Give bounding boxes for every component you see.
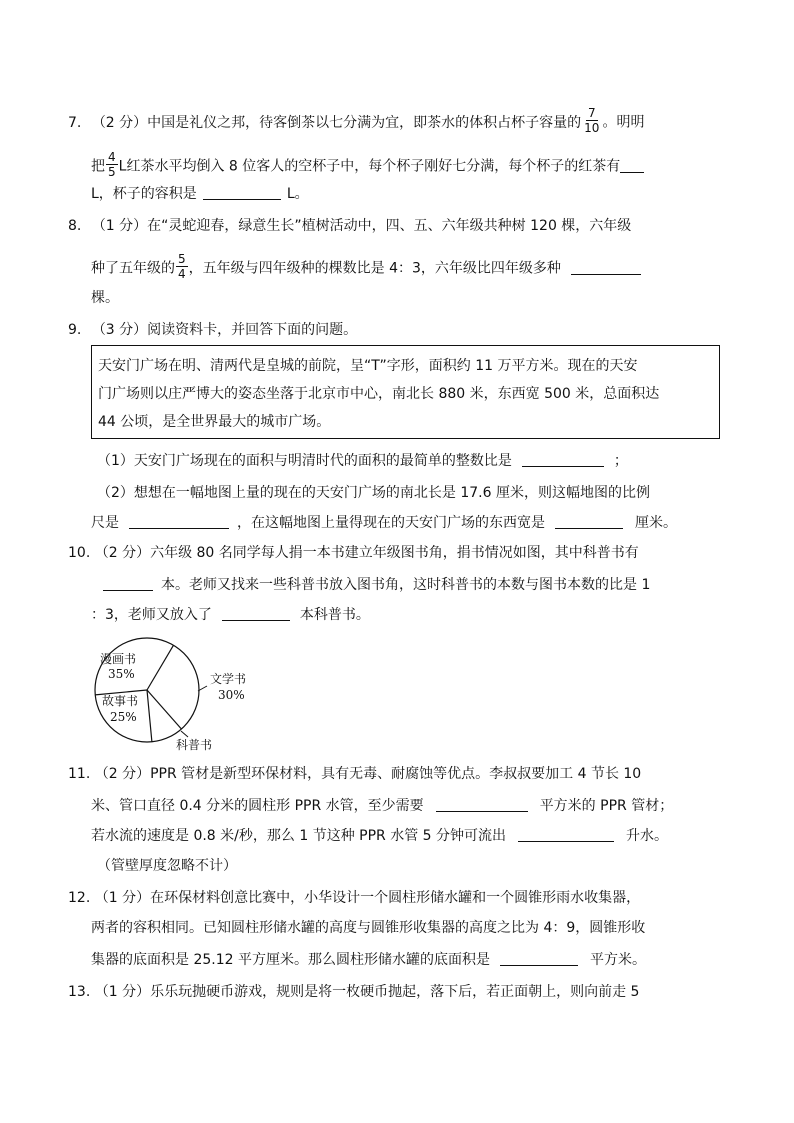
question-9-sub-2: （2）想想在一幅地图上量的现在的天安门广场的南北长是 17.6 厘米，则这幅地图的比例 [97, 485, 650, 501]
question-number: 13. [68, 984, 91, 1000]
info-card-line: 44 公顷，是全世界最大的城市广场。 [98, 414, 331, 430]
slice-value-stories: 25% [110, 710, 137, 724]
slice-label-science: 科普书 [176, 738, 213, 752]
question-12-line-2: 两者的容积相同。已知圆柱形储水罐的高度与圆锥形收集器的高度之比为 4：9，圆锥形收 [91, 920, 646, 936]
answer-blank[interactable] [518, 826, 614, 842]
question-7-line-1: 7. （2 分）中国是礼仪之邦，待客倒茶以七分满为宜，即茶水的体积占杯子容量的 $\frac{7}{10}$ 。明明 [68, 106, 645, 135]
question-number: 11. [68, 766, 91, 782]
slice-label-literature: 文学书 [210, 672, 247, 686]
answer-blank[interactable] [500, 950, 578, 966]
question-12-line-1: 12. （1 分）在环保材料创意比赛中，小华设计一个圆柱形储水罐和一个圆锥形雨水收集器， [68, 890, 641, 906]
question-7-line-3: L，杯子的容积是 L。 [91, 186, 309, 202]
question-7-line-2: 把 $\frac{4}{5}$ L红茶水平均倒入 8 位客人的空杯子中，每个杯子刚好七分满，每个杯子的红茶有 [91, 152, 644, 181]
question-10-line-3: ：3，老师又放入了 本科普书。 [91, 607, 370, 623]
fraction: $\frac{4}{5}$ [108, 150, 116, 179]
info-card [91, 345, 720, 439]
question-number: 9. [68, 322, 82, 338]
question-8-line-2: 种了五年级的 $\frac{5}{4}$ ，五年级与四年级种的棵数比是 4：3，六年级比四年级多种 [91, 254, 641, 283]
pie-slice-divider-科普书 [147, 690, 181, 729]
info-card-line: 天安门广场在明、清两代是皇城的前院，呈“T”字形，面积约 11 万平方米。现在的天安 [98, 358, 638, 374]
question-9-sub-2-line-2: 尺是 ，在这幅地图上量得现在的天安门广场的东西宽是 厘米。 [91, 515, 677, 531]
pie-slice-divider-文学书 [147, 645, 174, 690]
slice-value-literature: 30% [218, 688, 245, 702]
question-11-line-2: 米、管口直径 0.4 分米的圆柱形 PPR 水管，至少需要 平方米的 PPR 管材； [91, 798, 674, 814]
answer-blank[interactable] [436, 796, 528, 812]
question-9-sub-1: （1）天安门广场现在的面积与明清时代的面积的最简单的整数比是 ； [97, 453, 628, 469]
question-9-line-1: 9. （3 分）阅读资料卡，并回答下面的问题。 [68, 322, 358, 338]
question-11-line-1: 11. （2 分）PPR 管材是新型环保材料，具有无毒、耐腐蚀等优点。李叔叔要加工 4 节长 10 [68, 766, 642, 782]
question-number: 10. [68, 545, 91, 561]
answer-blank[interactable] [103, 575, 153, 591]
fraction: $\frac{5}{4}$ [178, 252, 186, 281]
answer-blank[interactable] [555, 513, 623, 529]
question-8-line-1: 8. （1 分）在“灵蛇迎春，绿意生长”植树活动中，四、五、六年级共种树 120 棵，六年级 [68, 218, 632, 234]
fraction: $\frac{7}{10}$ [584, 106, 600, 135]
question-number: 7. [68, 114, 82, 131]
question-10-line-1: 10. （2 分）六年级 80 名同学每人捐一本书建立年级图书角，捐书情况如图，其中科普书有 [68, 545, 639, 561]
info-card-line: 门广场则以庄严博大的姿态坐落于北京市中心，南北长 880 米，东西宽 500 米，总面积达 [98, 386, 660, 402]
question-10-line-2: 本。老师又找来一些科普书放入图书角，这时科普书的本数与图书本数的比是 1 [103, 575, 650, 595]
question-number: 8. [68, 218, 82, 234]
slice-value-comics: 35% [108, 667, 135, 681]
question-11-line-3: 若水流的速度是 0.8 米/秒，那么 1 节这种 PPR 水管 5 分钟可流出 升水。 [91, 828, 669, 844]
question-number: 12. [68, 890, 91, 906]
answer-blank[interactable] [522, 451, 604, 467]
slice-label-stories: 故事书 [102, 694, 139, 708]
question-8-line-3: 棵。 [91, 290, 119, 306]
answer-blank[interactable] [222, 605, 290, 621]
pie-slice-divider-故事书 [147, 690, 152, 742]
question-13-line-1: 13. （1 分）乐乐玩抛硬币游戏，规则是将一枚硬币抛起，落下后，若正面朝上，则向前走 5 [68, 984, 640, 1000]
question-11-line-4: （管壁厚度忽略不计） [97, 858, 237, 874]
slice-label-comics: 漫画书 [100, 652, 137, 666]
question-12-line-3: 集器的底面积是 25.12 平方厘米。那么圆柱形储水罐的底面积是 平方米。 [91, 952, 646, 968]
answer-blank[interactable] [620, 157, 644, 173]
science-leader-line [181, 731, 188, 737]
answer-blank[interactable] [571, 259, 641, 275]
answer-blank[interactable] [129, 513, 229, 529]
book-pie-chart [90, 633, 260, 753]
answer-blank[interactable] [203, 184, 281, 200]
